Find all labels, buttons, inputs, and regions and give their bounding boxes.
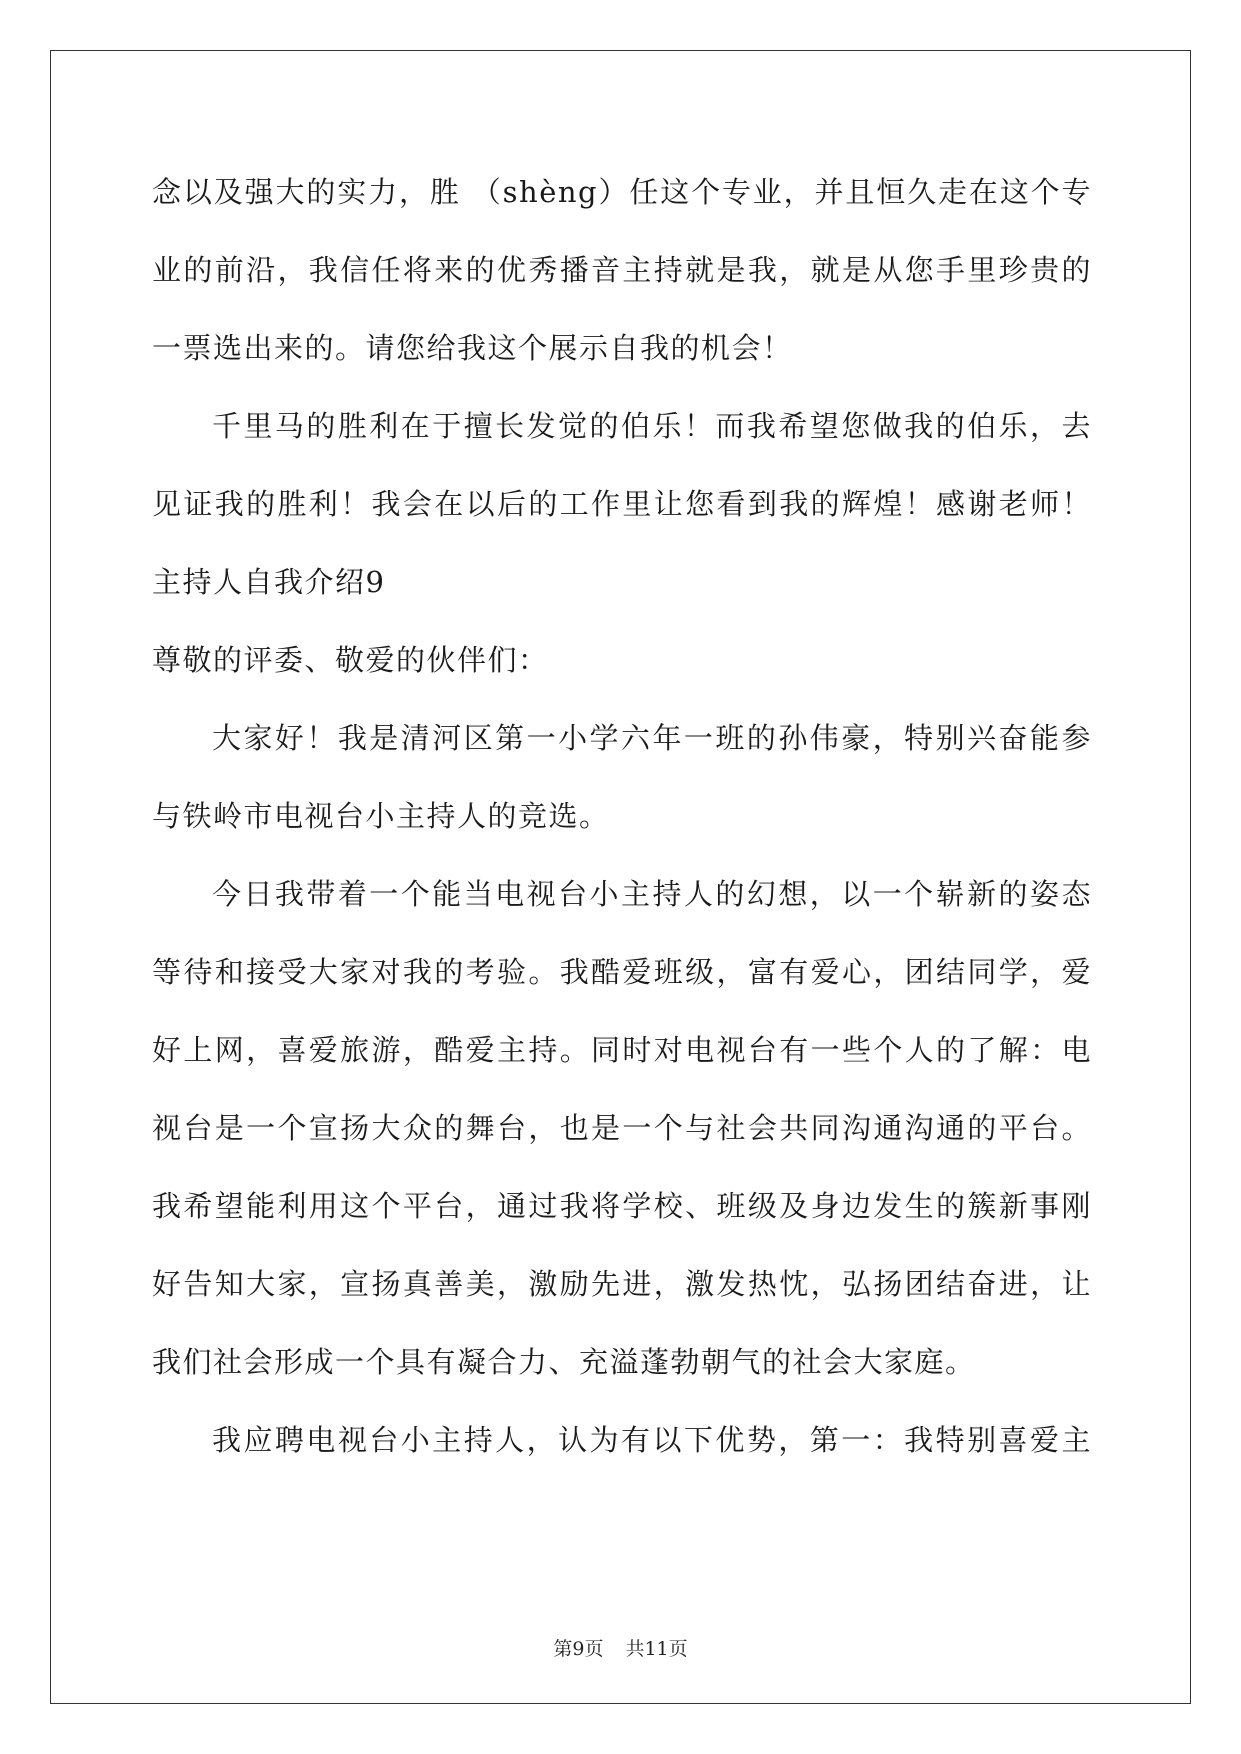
paragraph-line: 今日我带着一个能当电视台小主持人的幻想，以一个崭新的姿态 [212,877,1092,911]
paragraph-line: 视台是一个宣扬大众的舞台，也是一个与社会共同沟通沟通的平台。 [152,1111,1092,1145]
section-heading: 主持人自我介绍9 [152,565,386,599]
paragraph-line: 千里马的胜利在于擅长发觉的伯乐！而我希望您做我的伯乐，去 [212,409,1092,443]
salutation-line: 尊敬的评委、敬爱的伙伴们： [152,643,549,677]
paragraph-line: 我希望能利用这个平台，通过我将学校、班级及身边发生的簇新事刚 [152,1189,1092,1223]
paragraph-line: 等待和接受大家对我的考验。我酷爱班级，富有爱心，团结同学，爱 [152,955,1092,989]
page-total: 共11页 [625,1638,688,1660]
paragraph-line: 一票选出来的。请您给我这个展示自我的机会！ [152,331,793,365]
page-number: 第9页 [553,1638,604,1660]
paragraph-line: 好上网，喜爱旅游，酷爱主持。同时对电视台有一些个人的了解：电 [152,1033,1092,1067]
paragraph-line: 我们社会形成一个具有凝合力、充溢蓬勃朝气的社会大家庭。 [152,1345,976,1379]
paragraph-line: 与铁岭市电视台小主持人的竞选。 [152,799,610,833]
paragraph-line: 大家好！我是清河区第一小学六年一班的孙伟豪，特别兴奋能参 [212,721,1092,755]
paragraph-line: 好告知大家，宣扬真善美，激励先进，激发热忱，弘扬团结奋进，让 [152,1267,1092,1301]
page-footer [0,1634,1241,1661]
document-body [152,164,1092,1490]
paragraph-line: 业的前沿，我信任将来的优秀播音主持就是我，就是从您手里珍贵的 [152,253,1092,287]
paragraph-line: 见证我的胜利！我会在以后的工作里让您看到我的辉煌！感谢老师！ [152,487,1092,521]
paragraph-line: 念以及强大的实力，胜 （shèng）任这个专业，并且恒久走在这个专 [152,175,1092,209]
paragraph-line: 我应聘电视台小主持人，认为有以下优势，第一：我特别喜爱主 [212,1423,1092,1457]
